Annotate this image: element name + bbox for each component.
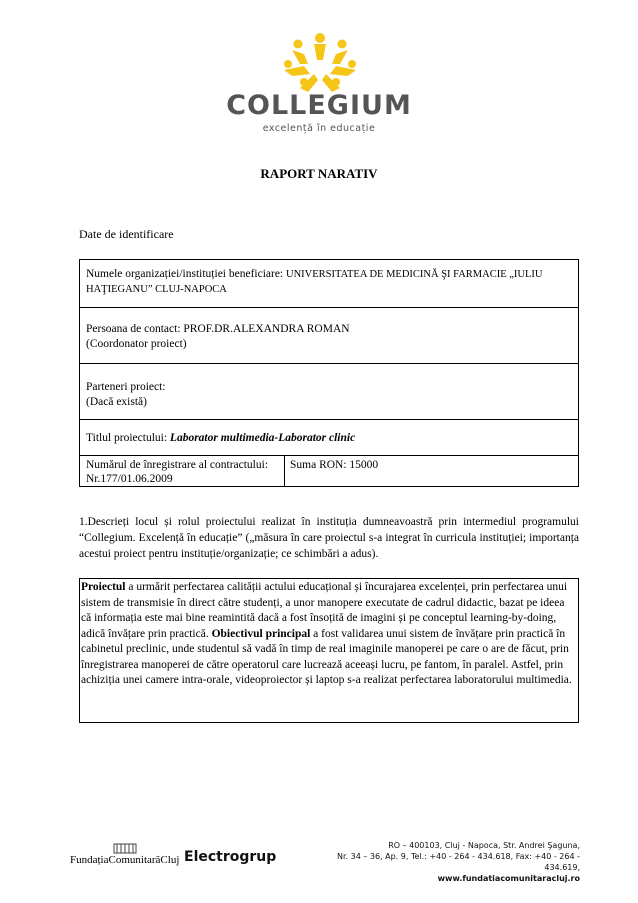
partners-line1: Parteneri proiect: [86,381,166,393]
row-contract [80,456,578,487]
partners-line2: (Dacă există) [86,396,147,408]
page-title: RAPORT NARATIV [260,166,378,181]
org-label: Numele organizației/instituției beneficiare: [86,268,284,280]
logo-tagline: excelență în educație [262,123,376,134]
contact-line1: Persoana de contact: PROF.DR.ALEXANDRA ROMAN [86,323,350,335]
section-label-identification: Date de identificare [79,227,174,241]
answer-text-1: a urmărit perfectarea calității actului educațional și încurajarea excelenței, prin perfectarea unui sistem de transmisie în direct către studenți, a unor manopere executate de cadrul didactic, bazat pe ideea că informația este mai bine reamintită dacă a fost însoțită de imagini și pe conceptul learning-by-doing, adică învățare prin practică. [81,581,568,640]
contract-line2: Nr.177/01.06.2009 [86,473,173,485]
identification-table [79,259,579,487]
collegium-logo-mark-icon [270,30,370,94]
row-organization [80,260,578,308]
footer-address [300,840,580,884]
row-project-title [80,420,578,456]
row-contact [80,308,578,364]
question-1: 1.Descrieți locul și rolul proiectului realizat în instituția dumneavoastră prin intermediul programului “Collegium. Excelență în educație” („măsura în care proiectul s-a integrat în curricula instituției; importanța acestui proiect pentru instituție/organizație; ce schimbări a adus). [79,516,579,560]
footer-fcc-name: FundațiaComunitarăCluj [70,854,180,866]
org-value-line1: UNIVERSITATEA DE MEDICINĂ ŞI FARMACIE „IULIU [286,269,543,280]
website-link[interactable]: www.fundatiacomunitaracluj.ro [437,874,580,883]
project-title-label: Titlul proiectului: [86,432,168,444]
contact-line2: (Coordonator proiect) [86,338,187,350]
footer-electrogrup: Electrogrup [184,849,277,865]
org-value-line2: HAŢIEGANU” CLUJ-NAPOCA [86,284,227,295]
contract-cell [80,456,285,487]
answer-box [79,578,579,723]
logo-wordmark: COLLEGIUM [226,90,412,121]
row-partners [80,364,578,420]
address-line2: Nr. 34 – 36, Ap. 9, Tel.: +40 - 264 - 434.618, Fax: +40 - 264 - 434.619, [337,852,580,872]
address-line1: RO – 400103, Cluj - Napoca, Str. Andrei Şaguna, [388,841,580,850]
sum-cell: Suma RON: 15000 [290,459,379,471]
answer-text-2: a fost validarea unui sistem de învățare prin practică în cabinetul preclinic, unde studentul să vadă în timp de real imaginile manoperei pe care o are de făcut, prin înregistrarea manoperei de către operatorul care lucrează aceeași lucru, pe fantom, în paralel. Astfel, prin achiziția unei camere intra-orale, videoproiector și laptop s-a realizat perfectarea laboratorului multimedia. [81,627,572,686]
answer-bold-2: Obiectivul principal [211,627,311,640]
answer-bold-1: Proiectul [81,581,126,593]
project-title-value: Laborator multimedia-Laborator clinic [169,432,356,444]
contract-line1: Numărul de înregistrare al contractului: [86,459,269,471]
